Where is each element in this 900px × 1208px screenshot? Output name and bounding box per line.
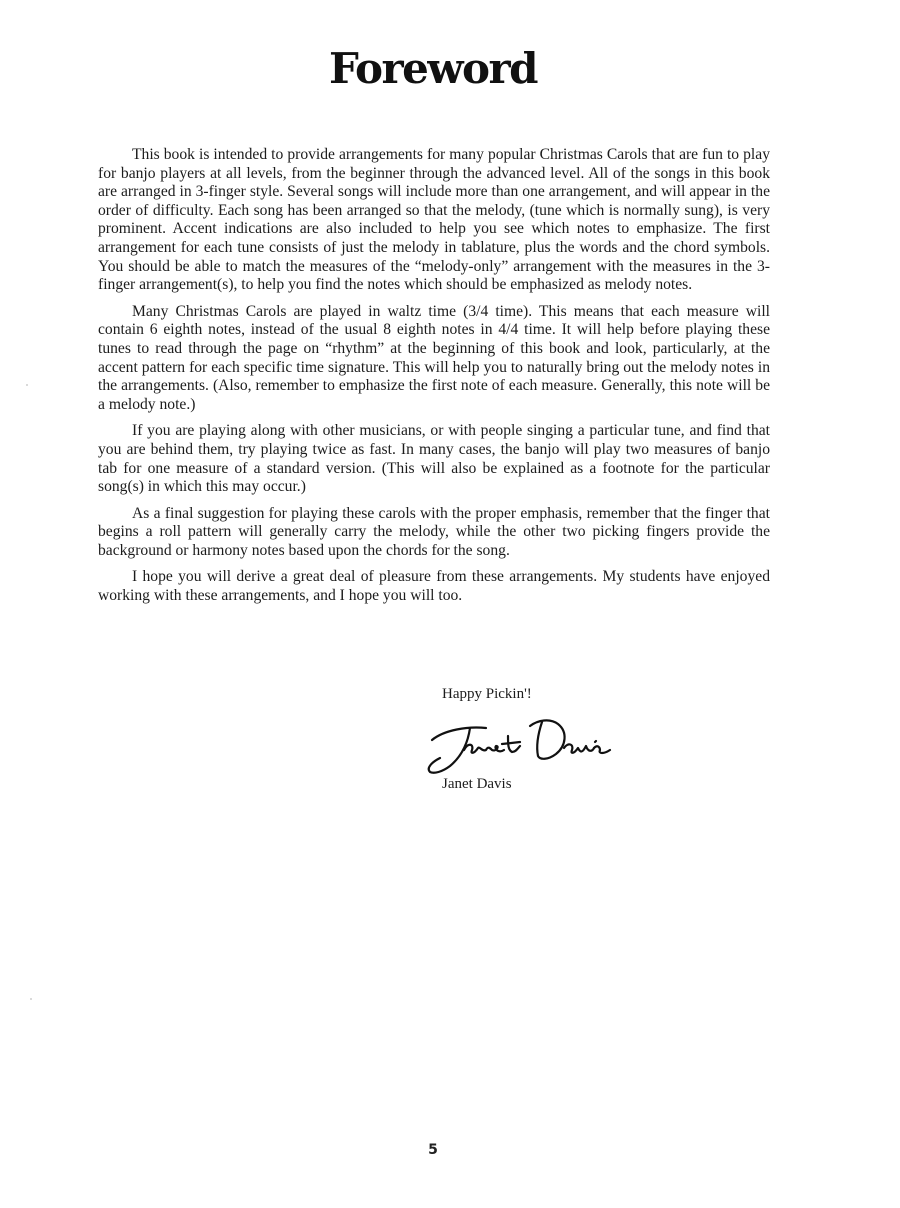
paragraph-2: Many Christmas Carols are played in waltz time (3/4 time). This means that each measure will contain 6 eighth notes, instead of the usual 8 eighth notes in 4/4 time. It will help before playing these tunes to read through the page on “rhythm” at the beginning of this book and look, particularly, at the accent pattern for each specific time signature. This will help you to naturally bring out the melody notes in the arrangements. (Also, remember to emphasize the first note of each measure. Generally, this note will be a melody note.) (98, 302, 770, 413)
scan-speck (30, 998, 32, 1000)
page-number: 5 (428, 1142, 438, 1158)
closing-line: Happy Pickin'! (442, 686, 532, 702)
paragraph-4: As a final suggestion for playing these carols with the proper emphasis, remember that the finger that begins a roll pattern will generally carry the melody, while the other two picking fingers provide the background or harmony notes based upon the chords for the song. (98, 504, 770, 559)
page-title: Foreword (328, 44, 538, 93)
scan-speck (26, 384, 28, 386)
paragraph-3: If you are playing along with other musicians, or with people singing a particular tune, and find that you are behind them, try playing twice as fast. In many cases, the banjo will play two measures of banjo tab for one measure of a standard version. (This will also be explained as a footnote for the particular song(s) in which this may occur.) (98, 422, 770, 496)
paragraph-1: This book is intended to provide arrangements for many popular Christmas Carols that are fun to play for banjo players at all levels, from the beginner through the advanced level. All of the songs in this book are arranged in 3-finger style. Several songs will include more than one arrangement, and will appear in the order of difficulty. Each song has been arranged so that the melody, (tune which is normally sung), is very prominent. Accent indications are also included to help you see which notes to emphasize. The first arrangement for each tune consists of just the melody in tablature, plus the words and the chord symbols. You should be able to match the measures of the “melody-only” arrangement with the measures in the 3-finger arrangement(s), to help you find the notes which should be emphasized as melody notes. (98, 146, 770, 294)
signature-image (424, 712, 620, 778)
foreword-body (98, 146, 770, 614)
author-name: Janet Davis (442, 776, 512, 792)
paragraph-5: I hope you will derive a great deal of pleasure from these arrangements. My students have enjoyed working with these arrangements, and I hope you will too. (98, 568, 770, 605)
